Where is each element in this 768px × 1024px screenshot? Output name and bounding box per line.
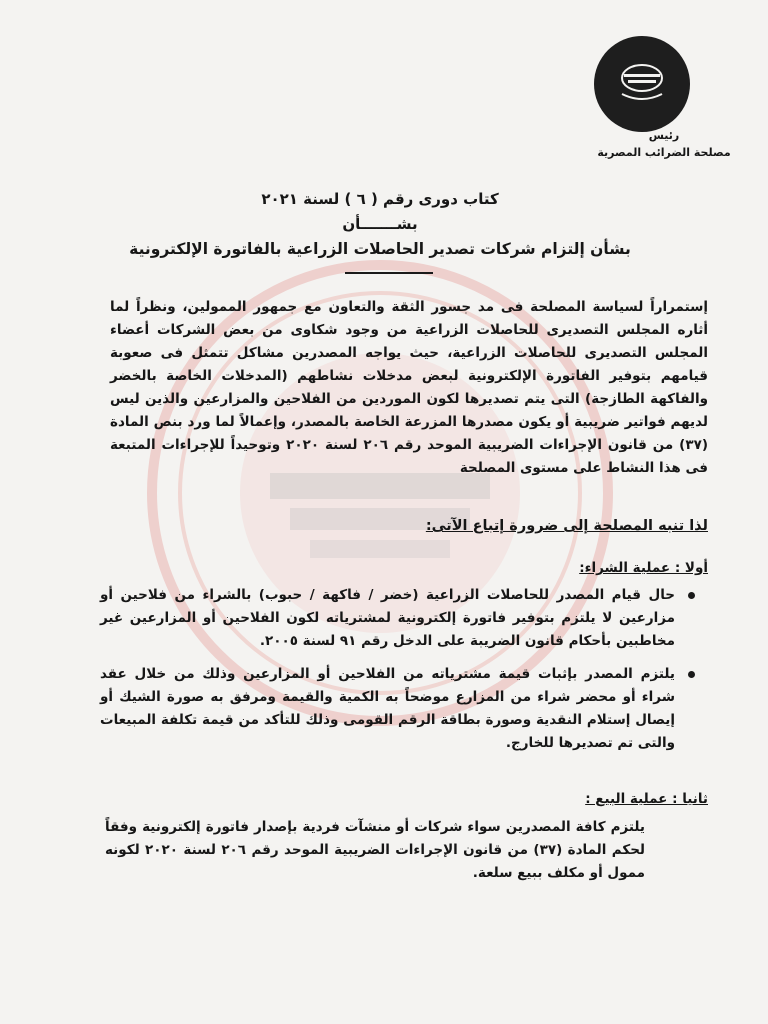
title-divider (345, 272, 433, 274)
instructions-heading: لذا تنبه المصلحة إلى ضرورة إتباع الآتى: (425, 518, 708, 534)
authority-name: مصلحة الضرائب المصرية (597, 146, 731, 159)
list-item (100, 663, 675, 755)
purchase-heading: أولا : عملية الشراء: (579, 560, 708, 576)
purchase-list (100, 584, 675, 765)
list-item-text: يلتزم المصدر بإثبات قيمة مشترياته من الفلاحين أو المزارعين وذلك من خلال عقد شراء أو محضر شراء من المزارع موضحاً به الكمية والقيمة ومرفق به صورة الشيك أو إيصال إستلام النقدية وصورة بطاقة الرقم القومى وذلك للتأكد من قيمة تكلفة المبيعات والتى تم تصديرها للخارج. (100, 666, 675, 751)
circular-subject: بشأن إلتزام شركات تصدير الحاصلات الزراعية بالفاتورة الإلكترونية (129, 240, 631, 258)
regarding-label: بشـــــــأن (342, 215, 418, 233)
authority-title: رئيس (648, 129, 680, 142)
list-item-text: حال قيام المصدر للحاصلات الزراعية (خضر / فاكهة / حبوب) بالشراء من فلاحين أو مزارعين لا يلتزم بتوفير فاتورة إلكترونية لمشترياته لكون الفلاحين أو المزارعين غير مخاطبين بأحكام قانون الضريبة على الدخل رقم ٩١ لسنة ٢٠٠٥. (100, 587, 675, 649)
intro-paragraph: إستمراراً لسياسة المصلحة فى مد جسور الثقة والتعاون مع جمهور الممولين، ونظراً لما أثاره المجلس التصديرى للحاصلات الزراعية من وجود شكاوى من بعض الشركات أعضاء المجلس التصديرى للحاصلات الزراعية، حيث يواجه المصدرين مشاكل تتمثل فى صعوبة قيامهم بتوفير الفاتورة الإلكترونية لبعض مدخلات نشاطهم (المدخلات الخاصة بالخضر والفاكهة الطازجة) التى يتم تصديرها لكون الموردين من الفلاحين والمزارعين والذين ليس لديهم فواتير ضريبية أو يكون مصدرها المزرعة الخاصة بالمصدر، وإعمالاً لما ورد بنص المادة (٣٧) من قانون الإجراءات الضريبية الموحد رقم ٢٠٦ لسنة ٢٠٢٠ وتوحيداً للإجراءات المتبعة فى هذا النشاط على مستوى المصلحة (110, 299, 709, 476)
sale-heading: ثانيا : عملية البيع : (585, 791, 708, 807)
tax-authority-logo (592, 34, 692, 134)
bullet-icon (688, 671, 695, 678)
sale-paragraph: يلتزم كافة المصدرين سواء شركات أو منشآت فردية بإصدار فاتورة إلكترونية وفقاً لحكم المادة (٣٧) من قانون الإجراءات الضريبية الموحد رقم ٢٠٦ لسنة ٢٠٢٠ لكونه ممول أو مكلف ببيع سلعة. (105, 819, 646, 881)
circular-number: كتاب دورى رقم ( ٦ ) لسنة ٢٠٢١ (261, 190, 499, 208)
list-item (100, 584, 675, 653)
bullet-icon (688, 592, 695, 599)
